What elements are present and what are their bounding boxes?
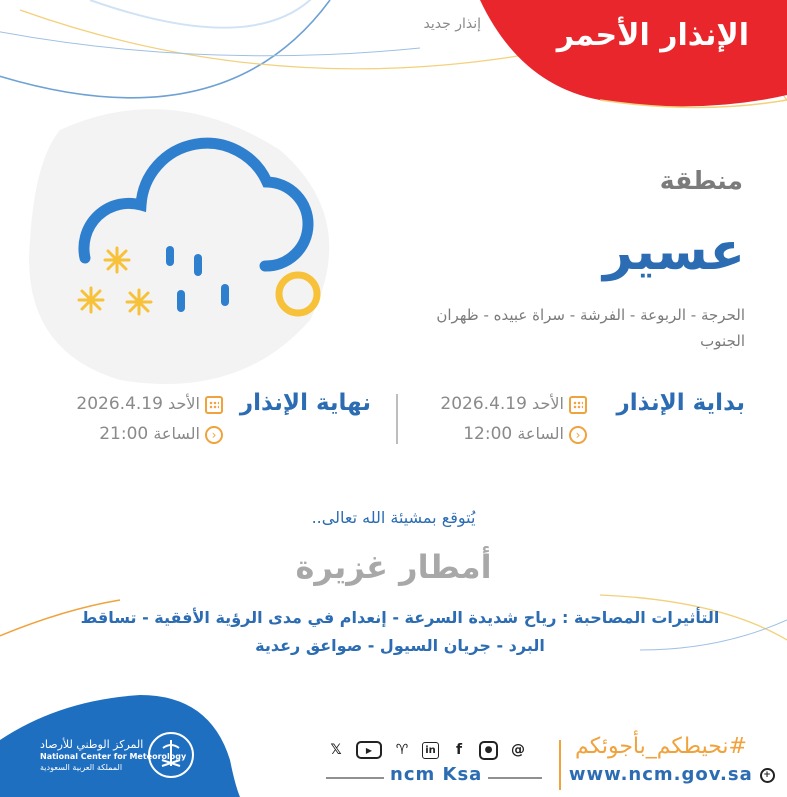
start-time-label: الساعة xyxy=(517,424,564,443)
clock-icon: ‹ xyxy=(569,426,587,444)
social-icons xyxy=(326,740,528,760)
instagram-icon[interactable]: ● xyxy=(479,741,498,760)
start-time-row xyxy=(463,424,587,444)
youtube-icon[interactable]: ▶ xyxy=(356,741,382,759)
linkedin-icon[interactable]: in xyxy=(422,742,439,759)
end-time: 21:00 xyxy=(99,424,149,444)
org-name-ar: المركز الوطني للأرصاد xyxy=(40,738,144,751)
start-label: بداية الإنذار xyxy=(616,390,745,416)
end-label: نهاية الإنذار xyxy=(239,390,371,416)
calendar-icon xyxy=(569,396,587,414)
divider xyxy=(396,394,398,444)
x-icon[interactable]: 𝕏 xyxy=(330,742,342,758)
end-date: 2026.4.19 xyxy=(76,394,163,414)
org-name-en: National Center for Meteorology xyxy=(40,752,187,761)
end-time-row xyxy=(99,424,223,444)
end-time-label: الساعة xyxy=(153,424,200,443)
forecast-phenomenon: أمطار غزيرة xyxy=(295,548,492,586)
calendar-icon xyxy=(205,396,223,414)
social-handle[interactable]: ncm Ksa xyxy=(390,764,483,785)
new-warning-label: إنذار جديد xyxy=(423,16,481,32)
governorates-list: الحرجة - الربوعة - الفرشة - سراة عبيده - ظهران الجنوب xyxy=(436,306,745,350)
threads-icon[interactable]: @ xyxy=(511,742,525,758)
start-time: 12:00 xyxy=(463,424,513,444)
region-label: منطقة xyxy=(659,166,743,195)
start-day: الأحد xyxy=(532,394,564,413)
globe-icon: + xyxy=(760,768,775,783)
website-link[interactable] xyxy=(569,764,775,785)
forecast-intro: يُتوقع بمشيئة الله تعالى.. xyxy=(311,508,476,527)
hashtag: #نحيطكم_بأجوئكم xyxy=(575,734,747,759)
end-date-row xyxy=(76,394,223,414)
start-date-row xyxy=(440,394,587,414)
region-name: عسير xyxy=(602,222,745,282)
red-banner xyxy=(480,0,787,106)
end-day: الأحد xyxy=(168,394,200,413)
snapchat-icon[interactable]: ♈ xyxy=(395,742,409,758)
alert-level-title: الإنذار الأحمر xyxy=(556,18,749,53)
cloud-rain-snow-icon xyxy=(55,130,335,330)
start-date: 2026.4.19 xyxy=(440,394,527,414)
facebook-icon[interactable]: f xyxy=(455,742,463,758)
clock-icon: ‹ xyxy=(205,426,223,444)
website-text[interactable]: www.ncm.gov.sa xyxy=(568,764,753,785)
org-country: المملكة العربية السعودية xyxy=(40,763,123,772)
forecast-impacts: التأثيرات المصاحبة : رياح شديدة السرعة - إنعدام في مدى الرؤية الأفقية - تساقط البرد - جريان السيول - صواعق رعدية xyxy=(80,608,720,655)
